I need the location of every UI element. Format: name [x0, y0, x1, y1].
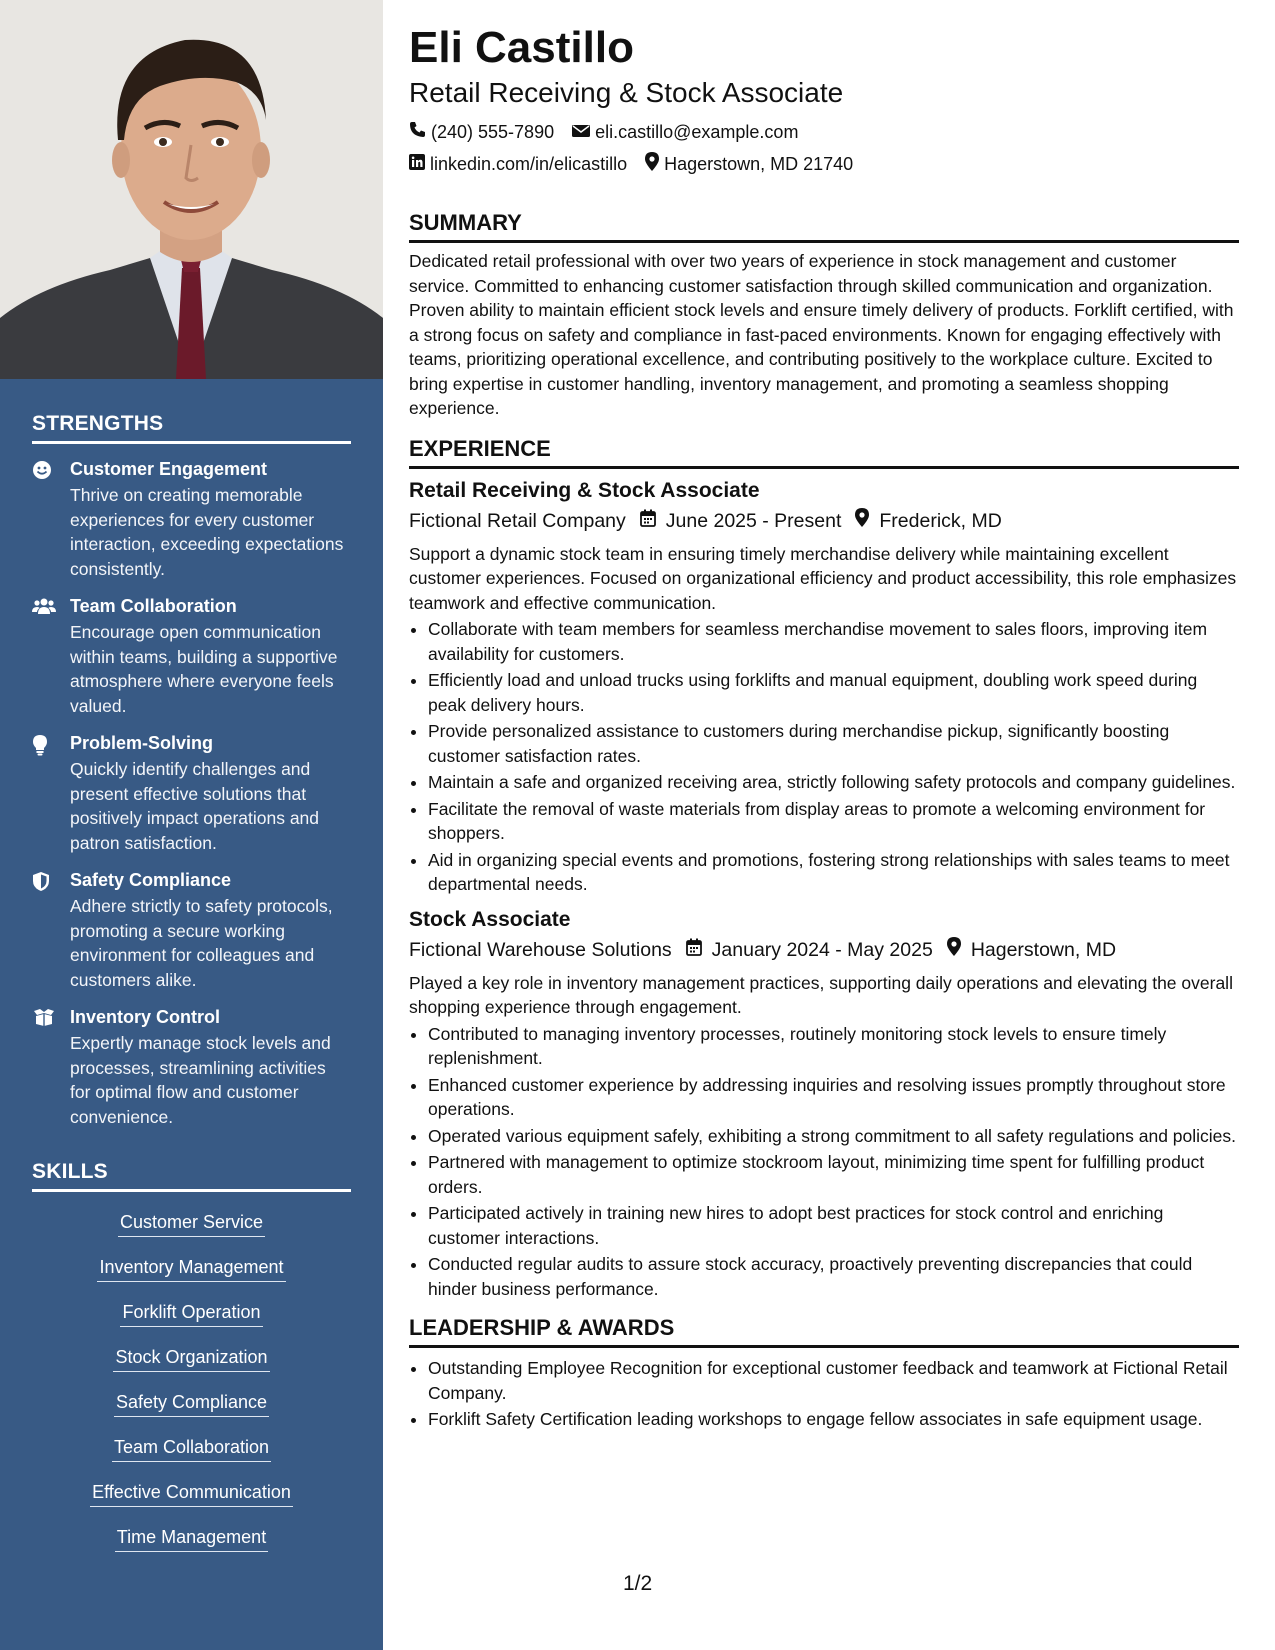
profile-photo [0, 0, 383, 379]
skill-item: Forklift Operation [120, 1300, 262, 1327]
boxes-icon [32, 1006, 70, 1129]
strength-description: Quickly identify challenges and present effective solutions that positively impact operations and patron satisfaction. [70, 759, 320, 853]
job-meta [409, 508, 1239, 534]
job-bullets [409, 617, 1239, 897]
job-entry [409, 907, 1239, 1302]
strength-description: Expertly manage stock levels and processes, streamlining activities for optimal flow and customer convenience. [70, 1033, 331, 1127]
phone-icon [409, 121, 431, 143]
skill-item: Time Management [115, 1525, 268, 1552]
strength-title: Team Collaboration [70, 596, 237, 616]
list-item: • Maintain a safe and organized receiving area, strictly following safety protocols and company guidelines. [428, 770, 1239, 795]
strength-title: Customer Engagement [70, 459, 268, 479]
candidate-name: Eli Castillo [409, 23, 634, 72]
job-title: Retail Receiving & Stock Associate [409, 478, 760, 502]
contact-info [409, 116, 1239, 180]
list-item: • Contributed to managing inventory processes, routinely monitoring stock levels to ensure timely replenishment. [428, 1022, 1239, 1071]
strength-description: Thrive on creating memorable experiences for every customer interaction, exceeding expectations consistently. [70, 485, 344, 579]
awards-section [409, 1315, 1239, 1432]
lightbulb-icon [32, 732, 70, 855]
list-item: • Provide personalized assistance to customers during merchandise pickup, significantly boosting customer satisfaction rates. [428, 719, 1239, 768]
phone-text: (240) 555-7890 [431, 121, 555, 142]
strength-item [32, 595, 351, 718]
smile-icon [32, 458, 70, 581]
awards-heading: LEADERSHIP & AWARDS [409, 1315, 1239, 1348]
strength-title: Problem-Solving [70, 733, 214, 753]
experience-section [409, 436, 1239, 1302]
linkedin-icon [409, 154, 430, 175]
email-icon [572, 122, 595, 143]
experience-heading: EXPERIENCE [409, 436, 1239, 469]
job-description: Played a key role in inventory management practices, supporting daily operations and elevating the overall shopping experience through engagement. [409, 972, 1233, 1017]
strength-item [32, 1006, 351, 1129]
strength-title: Safety Compliance [70, 870, 232, 890]
list-item: • Operated various equipment safely, exhibiting a strong commitment to all safety regulations and policies. [428, 1124, 1239, 1149]
skill-item: Team Collaboration [112, 1435, 271, 1462]
strength-title: Inventory Control [70, 1007, 221, 1027]
skill-item: Customer Service [118, 1210, 265, 1237]
job-dates: June 2025 - Present [665, 509, 842, 532]
skills-list [32, 1210, 351, 1570]
main-content [409, 22, 1239, 1434]
summary-text: Dedicated retail professional with over two years of experience in stock management and customer service. Committed to enhancing customer satisfaction through skilled communication and organization. Proven ability to maintain efficient stock levels and ensure timely delivery of products. Forklift certified, with a strong focus on safety and compliance in fast-paced environments. Known for engaging effectively with teams, prioritizing operational excellence, and contributing positively to the workplace culture. Excited to bring expertise in customer handling, inventory management, and promoting a seamless shopping experience. [409, 251, 1234, 418]
list-item: • Partnered with management to optimize stockroom layout, minimizing time spent for fulfilling product orders. [428, 1150, 1239, 1199]
job-meta [409, 937, 1239, 963]
map-pin-icon [645, 152, 664, 176]
summary-section [409, 210, 1239, 421]
job-title: Stock Associate [409, 907, 571, 931]
list-item: • Aid in organizing special events and promotions, fostering strong relationships with sales teams to meet departmental needs. [428, 848, 1239, 897]
skill-item: Safety Compliance [114, 1390, 269, 1417]
map-pin-icon [855, 508, 879, 534]
phone-contact[interactable] [409, 121, 554, 143]
job-description: Support a dynamic stock team in ensuring timely merchandise delivery while maintaining excellent customer experiences. Focused on organizational efficiency and product accessibility, this role emphasizes teamwork and effective communication. [409, 543, 1237, 613]
list-item: • Efficiently load and unload trucks using forklifts and manual equipment, doubling work speed during peak delivery hours. [428, 668, 1239, 717]
sidebar [0, 0, 383, 1650]
strength-description: Encourage open communication within teams, building a supportive atmosphere where everyone feels valued. [70, 622, 338, 716]
calendar-icon [640, 508, 666, 534]
job-entry [409, 478, 1239, 897]
strengths-section [32, 412, 351, 1129]
strengths-heading: STRENGTHS [32, 412, 351, 444]
list-item: • Facilitate the removal of waste materials from display areas to promote a welcoming environment for shoppers. [428, 797, 1239, 846]
map-pin-icon [947, 937, 971, 963]
email-contact[interactable] [572, 122, 798, 143]
list-item: • Outstanding Employee Recognition for exceptional customer feedback and teamwork at Fictional Retail Company. [428, 1356, 1239, 1405]
job-location: Frederick, MD [879, 509, 1002, 532]
job-bullets [409, 1022, 1239, 1302]
skills-section [32, 1160, 351, 1570]
job-dates: January 2024 - May 2025 [711, 938, 933, 961]
list-item: • Participated actively in training new hires to adopt best practices for stock control and enriching customer interactions. [428, 1201, 1239, 1250]
strength-item [32, 458, 351, 581]
skill-item: Effective Communication [90, 1480, 293, 1507]
job-company: Fictional Retail Company [409, 509, 626, 532]
calendar-icon [686, 937, 712, 963]
skill-item: Inventory Management [97, 1255, 285, 1282]
job-company: Fictional Warehouse Solutions [409, 938, 672, 961]
page-number: 1/2 [623, 1572, 653, 1595]
candidate-title: Retail Receiving & Stock Associate [409, 77, 844, 108]
list-item: • Forklift Safety Certification leading workshops to engage fellow associates in safe equipment usage. [428, 1407, 1239, 1432]
location-text: Hagerstown, MD 21740 [664, 153, 854, 174]
job-location: Hagerstown, MD [970, 938, 1117, 961]
skills-heading: SKILLS [32, 1160, 351, 1192]
strength-description: Adhere strictly to safety protocols, promoting a secure working environment for colleagues and customers alike. [70, 896, 333, 990]
strength-item [32, 869, 351, 992]
list-item: • Enhanced customer experience by addressing inquiries and resolving issues promptly throughout store operations. [428, 1073, 1239, 1122]
location-contact [645, 152, 853, 176]
skill-item: Stock Organization [113, 1345, 269, 1372]
list-item: • Collaborate with team members for seamless merchandise movement to sales floors, improving item availability for customers. [428, 617, 1239, 666]
summary-heading: SUMMARY [409, 210, 1239, 243]
awards-list [409, 1356, 1239, 1432]
linkedin-text: linkedin.com/in/elicastillo [430, 153, 628, 174]
users-icon [32, 595, 70, 718]
linkedin-contact[interactable] [409, 154, 627, 175]
strength-item [32, 732, 351, 855]
shield-icon [32, 869, 70, 992]
email-text: eli.castillo@example.com [595, 121, 799, 142]
list-item: • Conducted regular audits to assure stock accuracy, proactively preventing discrepancies that could hinder business performance. [428, 1252, 1239, 1301]
